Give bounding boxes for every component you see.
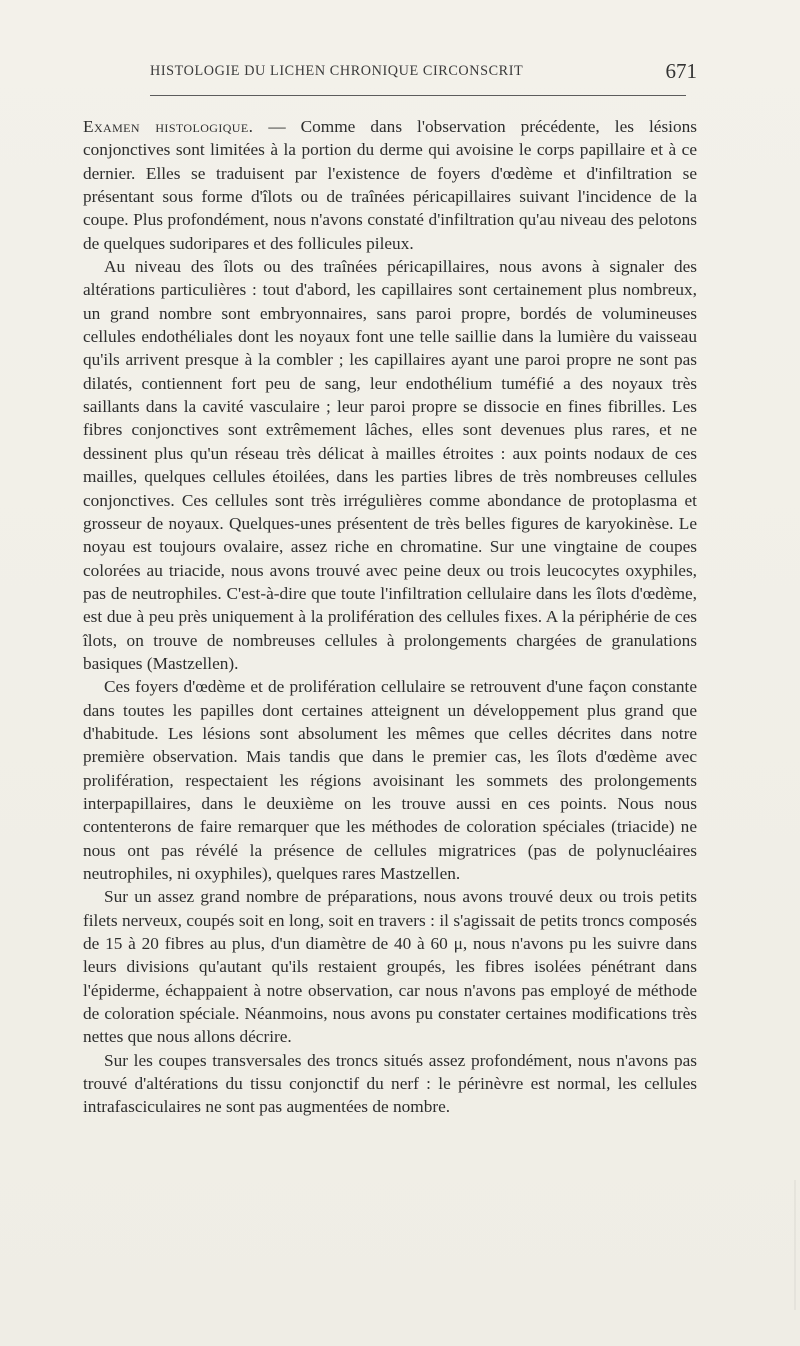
paragraph-5: Sur les coupes transversales des troncs situés assez profondément, nous n'avons pas trouvé d'altérations du tissu conjonctif du nerf : le périnèvre est normal, les cellules intrafasciculaires ne sont pas augmentées de nombre. — [83, 1050, 697, 1117]
paper-edge-mark — [794, 1180, 796, 1310]
running-header — [150, 60, 700, 84]
paragraph-1 — [83, 115, 697, 255]
page-number: 671 — [665, 59, 697, 83]
header-rule — [150, 95, 686, 96]
paragraph-4: Sur un assez grand nombre de préparations, nous avons trouvé deux ou trois petits filets nerveux, coupés soit en long, soit en travers : il s'agissait de petits troncs composés de 15 à 20 fibres au plus, d'un diamètre de 40 à 60 μ, nous n'avons pu les suivre dans leurs divisions qu'autant qu'ils restaient groupés, les fibres isolées pénétrant dans l'épiderme, échappaient à notre observation, car nous n'avons pas employé de méthode de coloration spéciale. Néanmoins, nous avons pu constater certaines modifications très nettes que nous allons décrire. — [83, 887, 697, 1047]
body-text — [83, 115, 697, 1119]
running-title: HISTOLOGIE DU LICHEN CHRONIQUE CIRCONSCRIT — [150, 63, 524, 79]
paragraph-1-text: — Comme dans l'observation précédente, les lésions conjonctives sont limitées à la portion du derme qui avoisine le corps papillaire et à ce dernier. Elles se traduisent par l'existence de foyers d'œdème et d'infiltration se présentant sous forme d'îlots ou de traînées péricapillaires suivant l'incidence de la coupe. Plus profondément, nous n'avons constaté d'infiltration qu'au niveau des pelotons de quelques sudoripares et des follicules pileux. — [83, 117, 697, 253]
paragraph-3: Ces foyers d'œdème et de prolifération cellulaire se retrouvent d'une façon constante dans toutes les papilles dont certaines atteignent un développement plus grand que d'habitude. Les lésions sont absolument les mêmes que celles décrites dans notre première observation. Mais tandis que dans le premier cas, les îlots d'œdème avec prolifération, respectaient les régions avoisinant les sommets des prolongements interpapillaires, dans le deuxième on les trouve aussi en ces points. Nous nous contenterons de faire remarquer que les méthodes de coloration spéciales (triacide) ne nous ont pas révélé la présence de cellules migratrices (pas de polynucléaires neutrophiles, ni oxyphiles), quelques rares Mastzellen. — [83, 677, 697, 883]
paragraph-2: Au niveau des îlots ou des traînées péricapillaires, nous avons à signaler des altérations particulières : tout d'abord, les capillaires sont certainement plus nombreux, un grand nombre sont embryonnaires, sans paroi propre, bordés de volumineuses cellules endothéliales dont les noyaux font une telle saillie dans la lumière du vaisseau qu'ils arrivent presque à la combler ; les capillaires ayant une paroi propre ne sont pas dilatés, contiennent fort peu de sang, leur endothélium tuméfié a des noyaux très saillants dans la cavité vasculaire ; leur paroi propre se dissocie en fines fibrilles. Les fibres conjonctives sont extrêmement lâches, elles sont devenues plus rares, et ne dessinent plus qu'un réseau très délicat à mailles étroites : aux points nodaux de ces mailles, quelques cellules étoilées, dans les parties libres de très nombreuses cellules conjonctives. Ces cellules sont très irrégulières comme abondance de protoplasma et grosseur de noyaux. Quelques-unes présentent de très belles figures de karyokinèse. Le noyau est toujours ovalaire, assez riche en chromatine. Sur une vingtaine de coupes colorées au triacide, nous avons trouvé avec peine deux ou trois leucocytes oxyphiles, pas de neutrophiles. C'est-à-dire que toute l'infiltration cellulaire dans les îlots d'œdème, est due à peu près uniquement à la prolifération des cellules fixes. A la périphérie de ces îlots, on trouve de nombreuses cellules à prolongements chargées de granulations basiques (Mastzellen). — [83, 257, 697, 673]
section-label: Examen histologique. — [83, 117, 254, 136]
